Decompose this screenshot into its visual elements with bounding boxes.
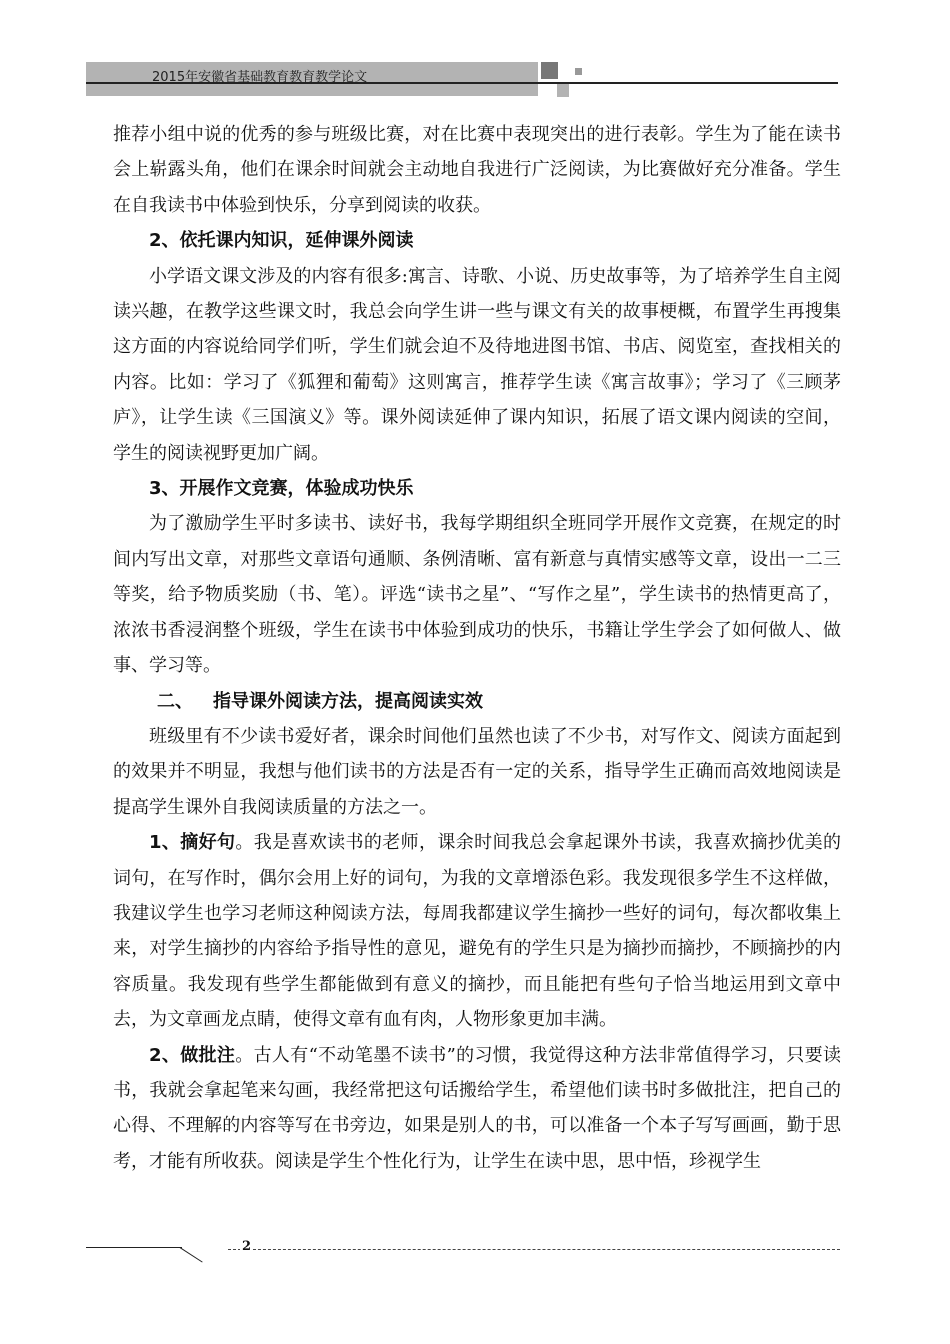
subheading: 3、开展作文竞赛，体验成功快乐	[149, 478, 414, 500]
footer-rule	[86, 1247, 182, 1248]
paragraph	[113, 825, 841, 1037]
paragraph-lead: 2、做批注	[149, 1044, 236, 1066]
header-title: 2015年安徽省基础教育教育教学论文	[152, 70, 368, 85]
section-number: 二、	[157, 690, 193, 712]
header-decor-square-small	[575, 68, 582, 75]
footer-rule-diagonal	[179, 1247, 202, 1263]
subheading: 2、依托课内知识，延伸课外阅读	[149, 230, 414, 252]
header-decor-square-lower	[557, 84, 569, 97]
page-number: 2	[242, 1239, 252, 1254]
paragraph	[113, 1038, 841, 1180]
footer-dashed-rule	[228, 1249, 840, 1250]
section-title: 指导课外阅读方法，提高阅读实效	[213, 690, 483, 712]
section-heading	[113, 684, 841, 719]
paragraph: 班级里有不少读书爱好者，课余时间他们虽然也读了不少书，对写作文、阅读方面起到的效果并不明显，我想与他们读书的方法是否有一定的关系，指导学生正确而高效地阅读是提高学生课外自我阅读质量的方法之一。	[113, 725, 841, 818]
paragraph: 小学语文课文涉及的内容有很多:寓言、诗歌、小说、历史故事等，为了培养学生自主阅读兴趣，在教学这些课文时，我总会向学生讲一些与课文有关的故事梗概，布置学生再搜集这方面的内容说给同学们听，学生们就会迫不及待地进图书馆、书店、阅览室，查找相关的内容。比如：学习了《狐狸和葡萄》这则寓言，推荐学生读《寓言故事》；学习了《三顾茅庐》，让学生读《三国演义》等。课外阅读延伸了课内知识，拓展了语文课内阅读的空间，学生的阅读视野更加广阔。	[113, 265, 841, 464]
paragraph-text: 。我是喜欢读书的老师，课余时间我总会拿起课外书读，我喜欢摘抄优美的词句，在写作时，偶尔会用上好的词句，为我的文章增添色彩。我发现很多学生不这样做，我建议学生也学习老师这种阅读方法，每周我都建议学生摘抄一些好的词句，每次都收集上来，对学生摘抄的内容给予指导性的意见，避免有的学生只是为摘抄而摘抄，不顾摘抄的内容质量。我发现有些学生都能做到有意义的摘抄，而且能把有些句子恰当地运用到文章中去，为文章画龙点睛，使得文章有血有肉，人物形象更加丰满。	[113, 832, 842, 1031]
header-decor-square	[541, 62, 558, 79]
paragraph-lead: 1、摘好句	[149, 832, 236, 854]
paragraph: 为了激励学生平时多读书、读好书，我每学期组织全班同学开展作文竞赛，在规定的时间内写出文章，对那些文章语句通顺、条例清晰、富有新意与真情实感等文章，设出一二三等奖，给予物质奖励（书、笔）。评选“读书之星”、“写作之星”，学生读书的热情更高了，浓浓书香浸润整个班级，学生在读书中体验到成功的快乐，书籍让学生学会了如何做人、做事、学习等。	[113, 513, 841, 677]
paragraph: 推荐小组中说的优秀的参与班级比赛，对在比赛中表现突出的进行表彰。学生为了能在读书会上崭露头角，他们在课余时间就会主动地自我进行广泛阅读，为比赛做好充分准备。学生在自我读书中体验到快乐，分享到阅读的收获。	[113, 124, 841, 216]
paragraph-text: 。古人有“不动笔墨不读书”的习惯，我觉得这种方法非常值得学习，只要读书，我就会拿起笔来勾画，我经常把这句话搬给学生，希望他们读书时多做批注，把自己的心得、不理解的内容等写在书旁边，如果是别人的书，可以准备一个本子写写画画，勤于思考，才能有所收获。阅读是学生个性化行为，让学生在读中思，思中悟，珍视学生	[113, 1044, 841, 1172]
article-body	[113, 117, 841, 1179]
